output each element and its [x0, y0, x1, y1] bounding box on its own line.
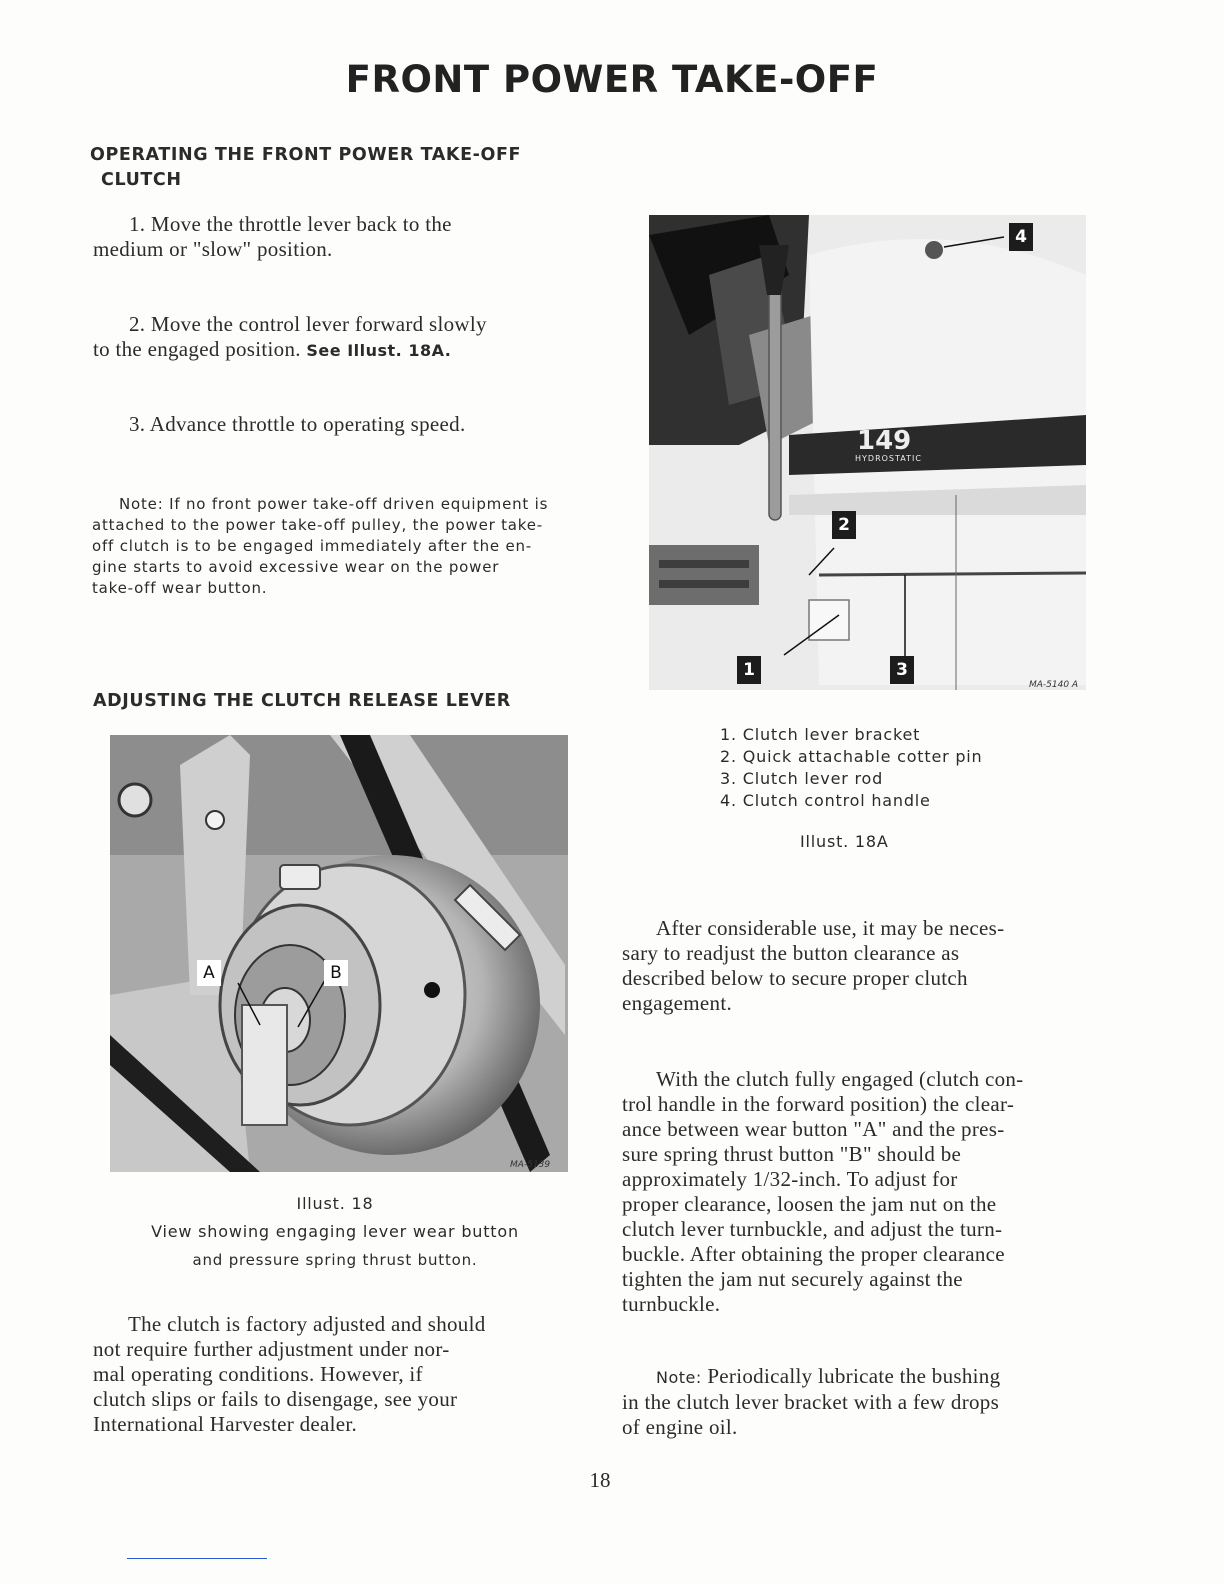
- illust-18-caption: Illust. 18 View showing engaging lever wear button and pressure spring thrust button.: [110, 1190, 560, 1274]
- callout-4: 4: [1009, 223, 1033, 251]
- step-2: 2. Move the control lever forward slowly to the engaged position. See Illust. 18A.: [93, 312, 487, 361]
- page-title: FRONT POWER TAKE-OFF: [345, 58, 879, 101]
- adjusting-heading: ADJUSTING THE CLUTCH RELEASE LEVER: [93, 691, 511, 711]
- illust-18-photo: [110, 735, 568, 1172]
- callout-1: 1: [737, 656, 761, 684]
- callout-2: 2: [832, 511, 856, 539]
- legend-item: 2. Quick attachable cotter pin: [720, 747, 983, 766]
- legend-item: 3. Clutch lever rod: [720, 769, 884, 788]
- page-number: 18: [589, 1468, 611, 1492]
- legend-item: 4. Clutch control handle: [720, 791, 931, 810]
- note-label: Note:: [656, 1368, 702, 1387]
- model-badge-number: 149: [857, 426, 912, 456]
- illust-18a-legend: [720, 724, 983, 812]
- engaged-clearance-paragraph: With the clutch fully engaged (clutch con- trol handle in the forward position) the clear- ance between wear button "A" and the pres- sure spring thrust button "B" should be approximately 1/32-inch. To adjust for proper clearance, loosen the jam nut on the clutch lever turnbuckle, and adjust the turn- buckle. After obtaining the proper clearance tighten the jam nut securely against the turnbuckle.: [622, 1067, 1024, 1316]
- illust-18a-reference: See Illust. 18A.: [306, 341, 452, 360]
- lubricate-note: Note: Periodically lubricate the bushing in the clutch lever bracket with a few drops of engine oil.: [622, 1364, 1001, 1439]
- operating-heading-line2: CLUTCH: [101, 170, 182, 190]
- operating-note: Note: If no front power take-off driven equipment is attached to the power take-off pulley, the power take- off clutch is to be engaged immediately after the en- gine starts to avoid excessive wear on the power take-off wear button.: [92, 495, 549, 597]
- readjust-paragraph: After considerable use, it may be neces- sary to readjust the button clearance as described below to secure proper clutch engagement.: [622, 916, 1005, 1015]
- model-badge-sub: HYDROSTATIC: [855, 454, 922, 463]
- tractor-hood-image: [649, 215, 1086, 690]
- legend-item: 1. Clutch lever bracket: [720, 725, 921, 744]
- label-b: B: [324, 960, 348, 986]
- label-a: A: [197, 960, 221, 986]
- operating-heading-line1: OPERATING THE FRONT POWER TAKE-OFF: [90, 145, 522, 165]
- operating-heading: [90, 143, 521, 193]
- step-3: 3. Advance throttle to operating speed.: [129, 412, 466, 436]
- footer-rule: [127, 1558, 267, 1559]
- illust-18-caption-title: Illust. 18: [296, 1194, 374, 1213]
- factory-adjusted-paragraph: The clutch is factory adjusted and should not require further adjustment under nor- mal operating conditions. However, if clutch slips or fails to disengage, see your International Harvester dealer.: [93, 1312, 486, 1436]
- step-1: 1. Move the throttle lever back to the medium or "slow" position.: [93, 212, 452, 261]
- illust-18a-code: MA-5140 A: [1029, 680, 1079, 690]
- illust-18a-caption-title: Illust. 18A: [800, 832, 889, 851]
- illust-18a-photo: [649, 215, 1086, 690]
- clutch-pulley-image: [110, 735, 568, 1172]
- callout-3: 3: [890, 656, 914, 684]
- illust-18-code: MA-5139: [510, 1160, 551, 1170]
